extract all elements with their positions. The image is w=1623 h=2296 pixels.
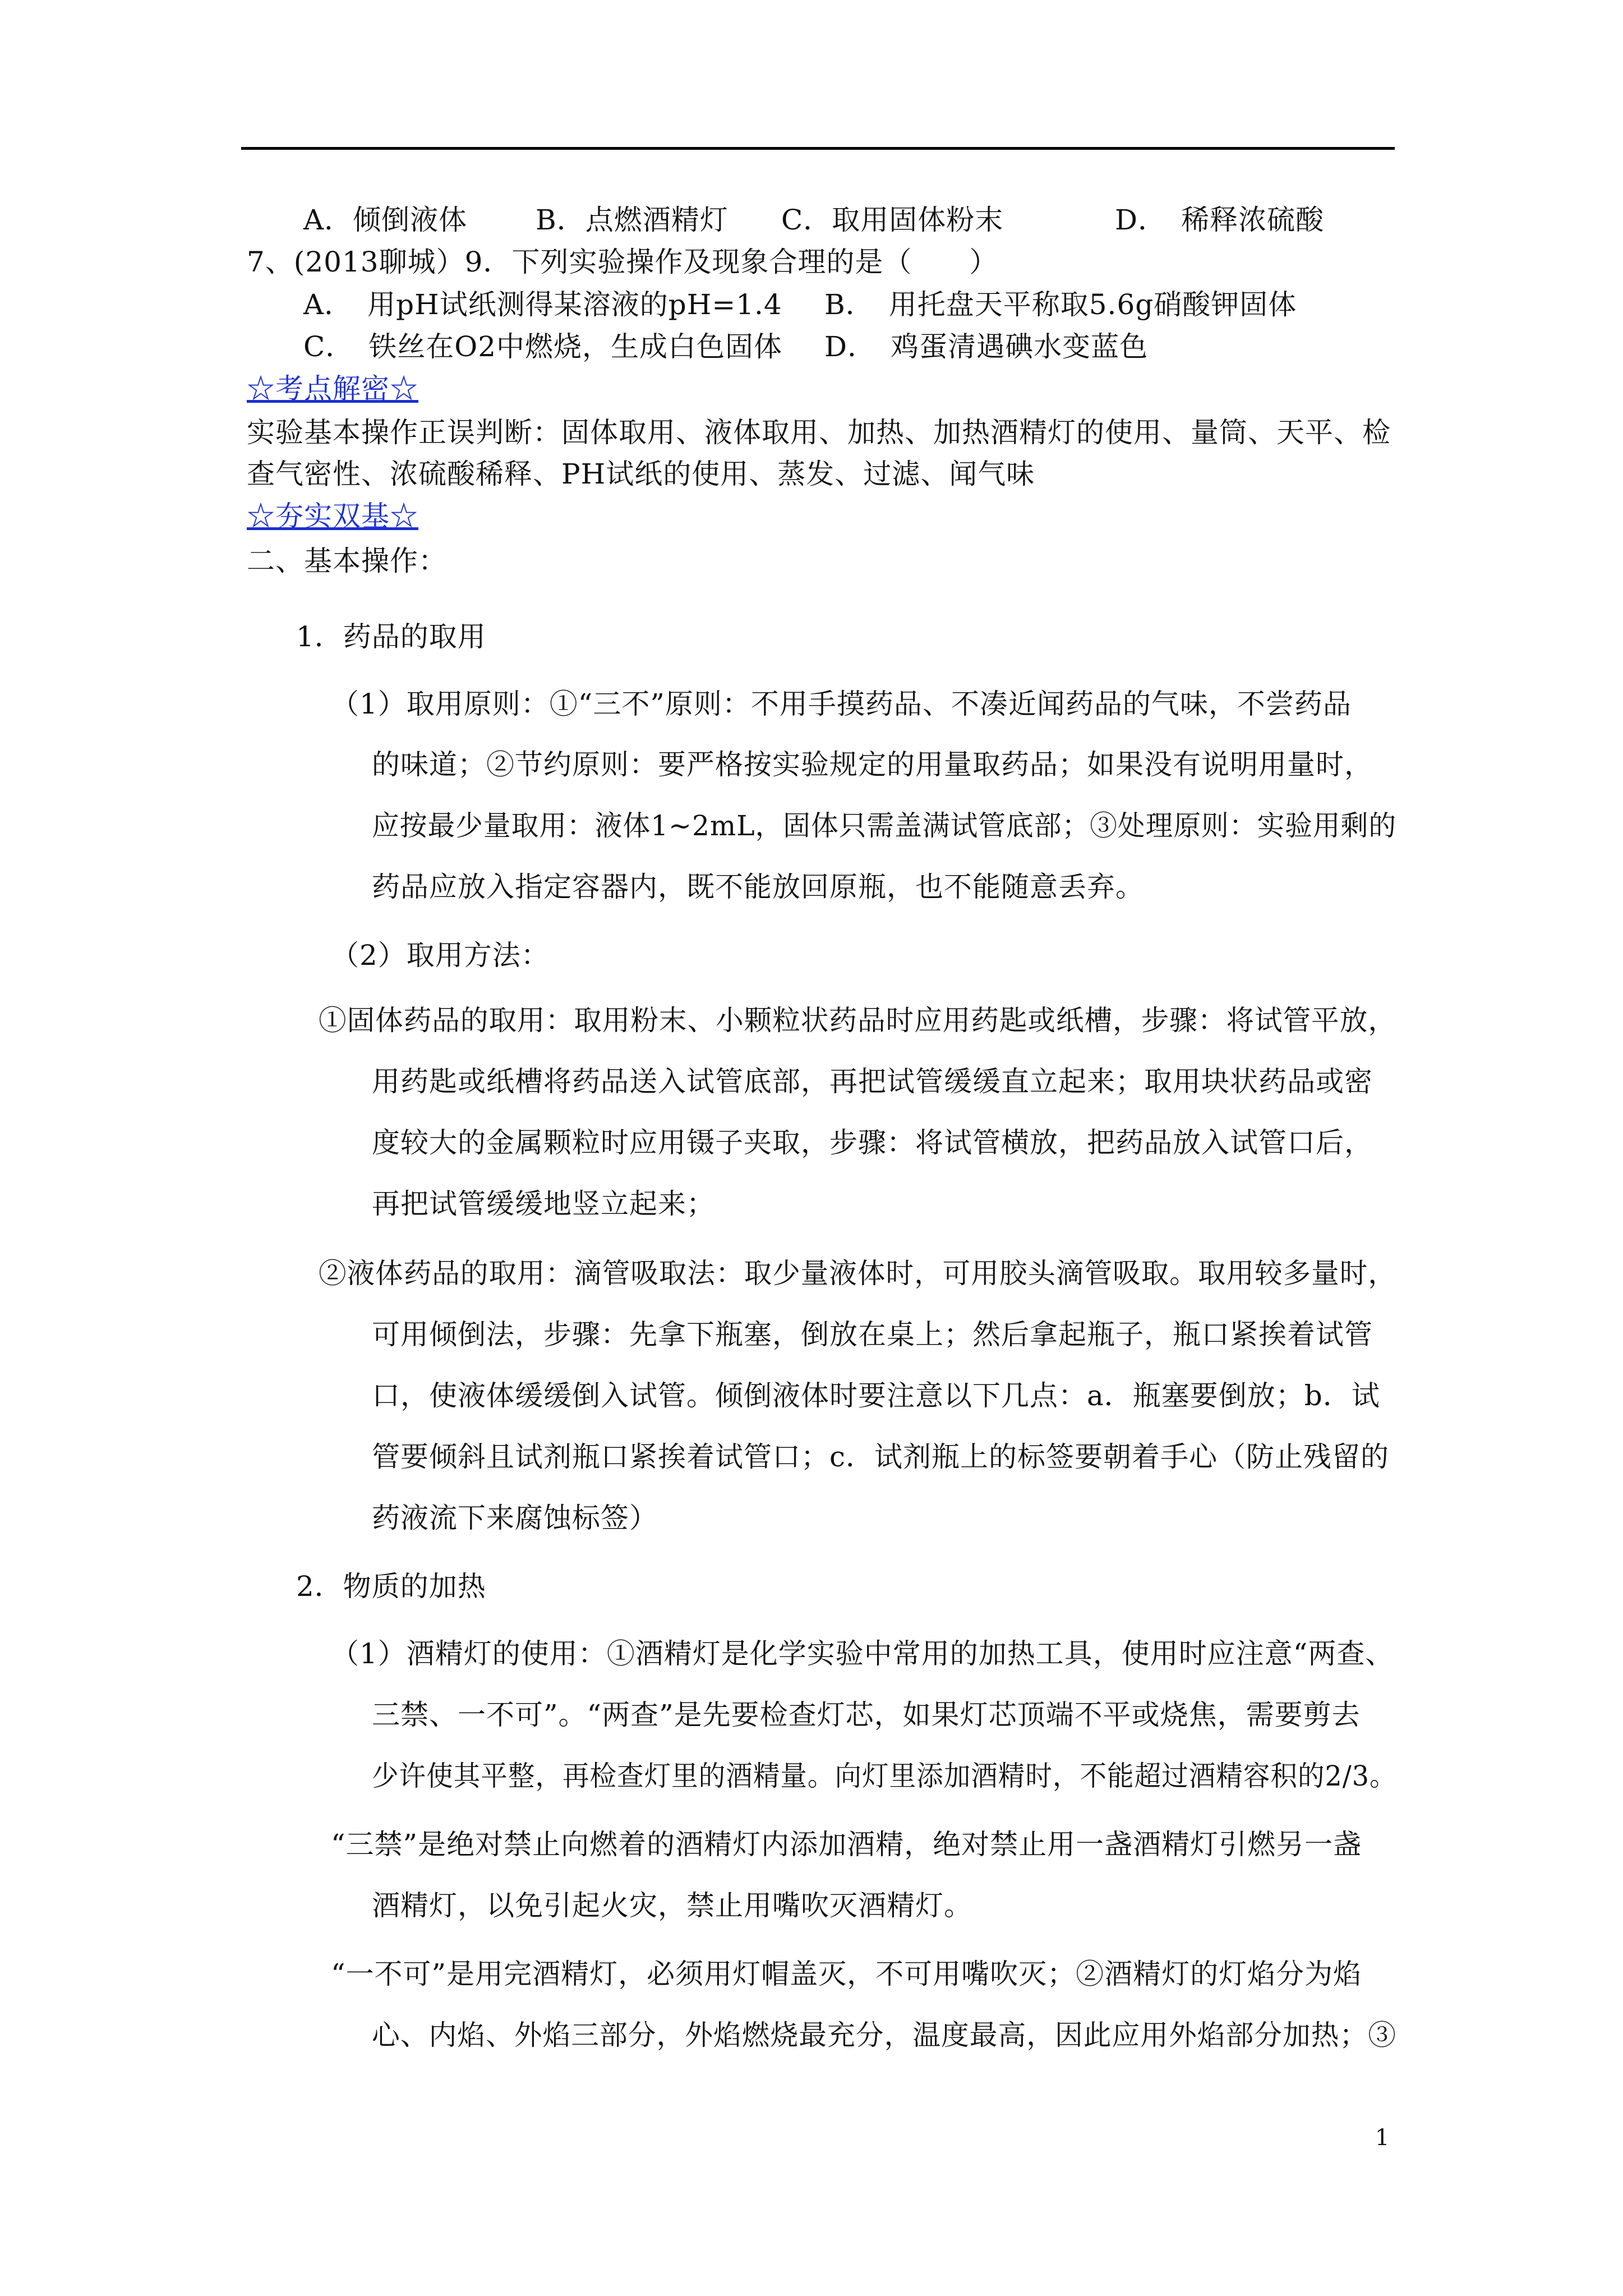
q7-option-c: C． 铁丝在O2中燃烧，生成白色固体 <box>303 330 783 363</box>
heading-basic-operations: 二、基本操作： <box>247 545 447 577</box>
q7-stem: 7、(2013聊城）9．下列实验操作及现象合理的是（ ） <box>247 246 998 278</box>
header-rule <box>241 147 1395 150</box>
q6-option-c: C．取用固体粉末 <box>781 204 1004 236</box>
q6-option-b: B．点燃酒精灯 <box>536 204 728 236</box>
section-link-kaodian[interactable]: ☆考点解密☆ <box>247 372 418 405</box>
p6-line-1: “三禁”是绝对禁止向燃着的酒精灯内添加酒精，绝对禁止用一盏酒精灯引燃另一盏 <box>331 1828 1362 1861</box>
p5-line-3: 少许使其平整，再检查灯里的酒精量。向灯里添加酒精时，不能超过酒精容积的2/3。 <box>372 1760 1397 1792</box>
p3-line-3: 度较大的金属颗粒时应用镊子夹取，步骤：将试管横放，把药品放入试管口后， <box>372 1126 1373 1159</box>
p3-line-1: ①固体药品的取用：取用粉末、小颗粒状药品时应用药匙或纸槽，步骤：将试管平放， <box>319 1004 1396 1037</box>
heading-drug-taking: 1．药品的取用 <box>296 620 486 653</box>
section-link-shuangji[interactable]: ☆夯实双基☆ <box>247 500 418 532</box>
p5-line-2: 三禁、一不可”。“两查”是先要检查灯芯，如果灯芯顶端不平或烧焦，需要剪去 <box>372 1699 1361 1731</box>
kaodian-line-1: 实验基本操作正误判断：固体取用、液体取用、加热、加热酒精灯的使用、量筒、天平、检 <box>247 416 1391 449</box>
heading-heating: 2．物质的加热 <box>296 1570 486 1603</box>
p1-line-4: 药品应放入指定容器内，既不能放回原瓶，也不能随意丢弃。 <box>372 871 1144 903</box>
p7-line-1: “一不可”是用完酒精灯，必须用灯帽盖灭，不可用嘴吹灭；②酒精灯的灯焰分为焰 <box>331 1958 1362 1990</box>
p1-line-2: 的味道；②节约原则：要严格按实验规定的用量取药品；如果没有说明用量时， <box>372 748 1373 781</box>
p6-line-2: 酒精灯，以免引起火灾，禁止用嘴吹灭酒精灯。 <box>372 1889 972 1922</box>
q7-option-d: D． 鸡蛋清遇碘水变蓝色 <box>824 330 1149 363</box>
page-number: 1 <box>1375 2125 1390 2151</box>
p1-line-1: （1）取用原则：①“三不”原则：不用手摸药品、不凑近闻药品的气味，不尝药品 <box>331 688 1352 720</box>
kaodian-line-2: 查气密性、浓硫酸稀释、PH试纸的使用、蒸发、过滤、闻气味 <box>247 458 1035 490</box>
p2-line: （2）取用方法： <box>331 939 550 972</box>
p4-line-1: ②液体药品的取用：滴管吸取法：取少量液体时，可用胶头滴管吸取。取用较多量时， <box>319 1257 1396 1290</box>
q6-option-d: D． 稀释浓硫酸 <box>1115 204 1325 236</box>
q7-option-b: B． 用托盘天平称取5.6g硝酸钾固体 <box>824 288 1297 321</box>
q7-option-a: A． 用pH试纸测得某溶液的pH=1.4 <box>303 288 782 321</box>
p4-line-5: 药液流下来腐蚀标签） <box>372 1502 658 1534</box>
q6-option-a: A．倾倒液体 <box>303 204 468 236</box>
p7-line-2: 心、内焰、外焰三部分，外焰燃烧最充分，温度最高，因此应用外焰部分加热；③ <box>372 2019 1397 2051</box>
p4-line-3: 口，使液体缓缓倒入试管。倾倒液体时要注意以下几点：a．瓶塞要倒放；b．试 <box>372 1379 1380 1412</box>
p3-line-4: 再把试管缓缓地竖立起来； <box>372 1188 715 1220</box>
p3-line-2: 用药匙或纸槽将药品送入试管底部，再把试管缓缓直立起来；取用块状药品或密 <box>372 1065 1373 1098</box>
p4-line-2: 可用倾倒法，步骤：先拿下瓶塞，倒放在桌上；然后拿起瓶子，瓶口紧挨着试管 <box>372 1318 1373 1351</box>
p5-line-1: （1）酒精灯的使用：①酒精灯是化学实验中常用的加热工具，使用时应注意“两查、 <box>331 1637 1394 1670</box>
p1-line-3: 应按最少量取用：液体1~2mL，固体只需盖满试管底部；③处理原则：实验用剩的 <box>372 809 1397 842</box>
p4-line-4: 管要倾斜且试剂瓶口紧挨着试管口；c．试剂瓶上的标签要朝着手心（防止残留的 <box>372 1441 1390 1473</box>
